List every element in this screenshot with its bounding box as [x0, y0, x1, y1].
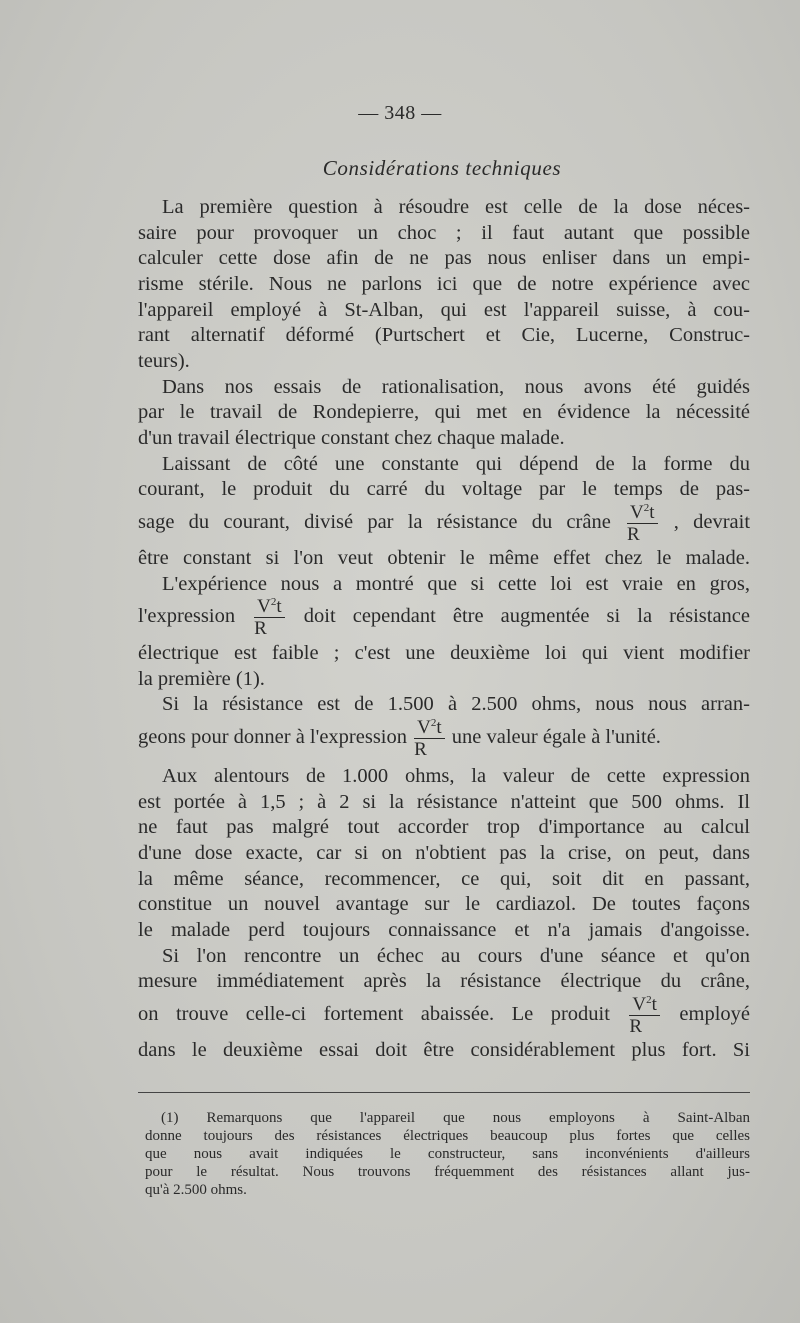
text-line: rant alternatif déformé (Purtschert et Cie, Lucerne, Construc- — [138, 324, 750, 346]
text-line: être constant si l'on veut obtenir le même effet chez le malade. — [138, 547, 750, 569]
formula-fraction: $\frac{V^2t}{R}$ — [414, 718, 445, 759]
text-line: dans le deuxième essai doit être considérablement plus fort. Si — [138, 1039, 750, 1061]
text-span: l'expression — [138, 605, 236, 627]
footnote-divider — [138, 1092, 750, 1093]
text-line: d'une dose exacte, car si on n'obtient pas la crise, on peut, dans — [138, 842, 750, 864]
text-span: , devrait — [673, 511, 751, 533]
page-number: — 348 — — [358, 102, 442, 124]
text-line-with-formula — [138, 498, 750, 546]
text-line: ne faut pas malgré tout accorder trop d'importance au calcul — [138, 816, 750, 838]
text-line: électrique est faible ; c'est une deuxième loi qui vient modifier — [138, 642, 750, 664]
formula-fraction: $\frac{V^2t}{R}$ — [627, 503, 658, 544]
footnote-line: pour le résultat. Nous trouvons fréquemment des résistances allant jus- — [145, 1164, 750, 1180]
text-line: la première (1). — [138, 668, 265, 690]
footnote-line: qu'à 2.500 ohms. — [145, 1182, 247, 1198]
text-span: sage du courant, divisé par la résistance du crâne — [138, 511, 611, 533]
text-line: est portée à 1,5 ; à 2 si la résistance n'atteint que 500 ohms. Il — [138, 791, 750, 813]
text-span: on trouve celle-ci fortement abaissée. Le produit — [138, 1003, 610, 1025]
text-line: mesure immédiatement après la résistance électrique du crâne, — [138, 970, 750, 992]
text-line-with-formula — [138, 713, 750, 761]
text-line: L'expérience nous a montré que si cette loi est vraie en gros, — [162, 573, 750, 595]
text-line: risme stérile. Nous ne parlons ici que de notre expérience avec — [138, 273, 750, 295]
text-line: Laissant de côté une constante qui dépend de la forme du — [162, 453, 750, 475]
text-line-with-formula — [138, 990, 750, 1038]
text-span: doit cependant être augmentée si la résistance — [303, 605, 750, 627]
text-line: teurs). — [138, 350, 190, 372]
text-line: Si la résistance est de 1.500 à 2.500 ohms, nous nous arran- — [162, 693, 750, 715]
text-line-with-formula — [138, 592, 750, 640]
text-line: constitue un nouvel avantage sur le cardiazol. De toutes façons — [138, 893, 750, 915]
text-line: courant, le produit du carré du voltage par le temps de pas- — [138, 478, 750, 500]
text-line: le malade perd toujours connaissance et n'a jamais d'angoisse. — [138, 919, 750, 941]
text-line: calculer cette dose afin de ne pas nous enliser dans un empi- — [138, 247, 750, 269]
formula-fraction: $\frac{V^2t}{R}$ — [629, 995, 660, 1036]
text-span: une valeur égale à l'unité. — [451, 726, 661, 748]
text-span: geons pour donner à l'expression — [138, 726, 407, 748]
text-line: la même séance, recommencer, ce qui, soit dit en passant, — [138, 868, 750, 890]
text-line: Si l'on rencontre un échec au cours d'une séance et qu'on — [162, 945, 750, 967]
footnote-line: donne toujours des résistances électriques beaucoup plus fortes que celles — [145, 1128, 750, 1144]
text-line: Dans nos essais de rationalisation, nous avons été guidés — [162, 376, 750, 398]
formula-fraction: $\frac{V^2t}{R}$ — [254, 597, 285, 638]
text-span: employé — [679, 1003, 750, 1025]
text-line: saire pour provoquer un choc ; il faut autant que possible — [138, 222, 750, 244]
text-line: par le travail de Rondepierre, qui met en évidence la nécessité — [138, 401, 750, 423]
text-line: Aux alentours de 1.000 ohms, la valeur de cette expression — [162, 765, 750, 787]
footnote-line: (1) Remarquons que l'appareil que nous employons à Saint-Alban — [161, 1110, 750, 1126]
footnote-line: que nous avait indiquées le constructeur, sans inconvénients d'ailleurs — [145, 1146, 750, 1162]
text-line: l'appareil employé à St-Alban, qui est l'appareil suisse, à cou- — [138, 299, 750, 321]
text-line: d'un travail électrique constant chez chaque malade. — [138, 427, 565, 449]
text-line: La première question à résoudre est celle de la dose néces- — [162, 196, 750, 218]
section-heading: Considérations techniques — [322, 156, 562, 180]
